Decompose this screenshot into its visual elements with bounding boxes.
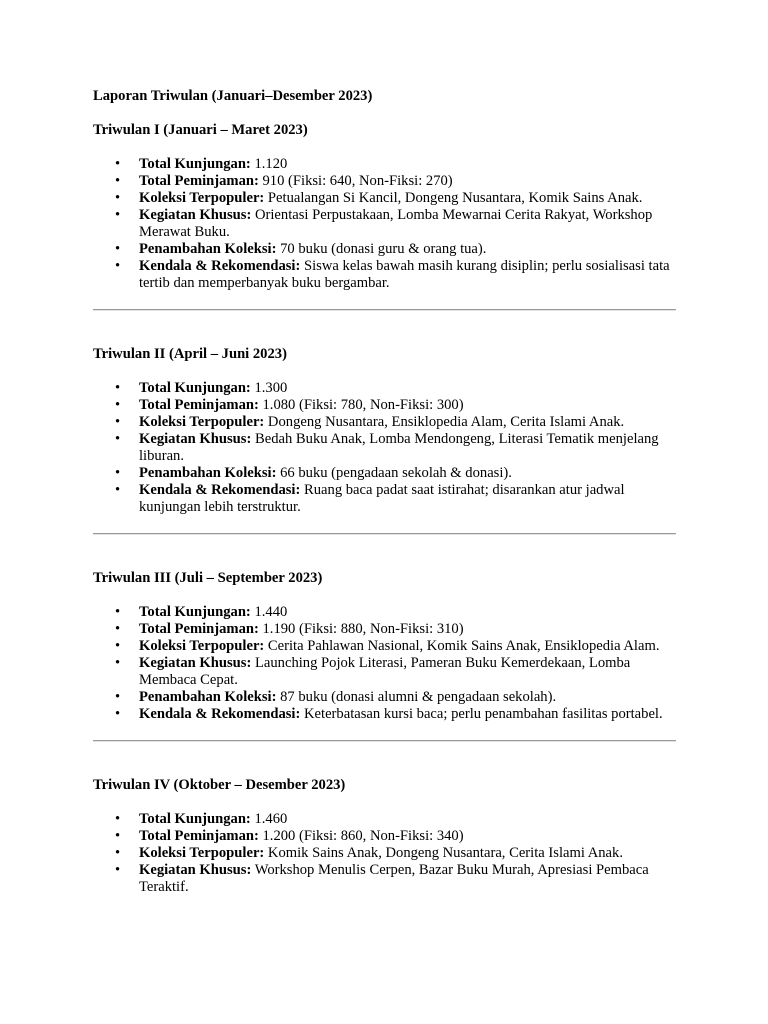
item-label: Total Kunjungan: (139, 380, 251, 396)
item-value: Launching Pojok Literasi, Pameran Buku Kemerdekaan, Lomba Membaca Cepat. (139, 655, 631, 688)
quarter-section-2 (93, 345, 676, 516)
item-value: 66 buku (pengadaan sekolah & donasi). (276, 465, 512, 481)
item-value: Ruang baca padat saat istirahat; disarankan atur jadwal kunjungan lebih terstruktur. (139, 482, 625, 515)
item-value: Keterbatasan kursi baca; perlu penambahan fasilitas portabel. (300, 706, 663, 722)
item-value: Cerita Pahlawan Nasional, Komik Sains Anak, Ensiklopedia Alam. (264, 638, 660, 654)
quarter-heading: Triwulan I (Januari – Maret 2023) (93, 122, 308, 138)
item-value: 70 buku (donasi guru & orang tua). (276, 241, 487, 257)
list-item (139, 190, 676, 207)
list-item (139, 156, 676, 173)
item-value: 1.440 (250, 604, 288, 620)
section-divider (93, 309, 676, 311)
list-item (139, 828, 676, 845)
list-item (139, 173, 676, 190)
item-label: Total Peminjaman: (139, 828, 259, 844)
list-item (139, 207, 676, 241)
item-label: Total Peminjaman: (139, 397, 259, 413)
item-value: 1.120 (250, 156, 288, 172)
item-value: Siswa kelas bawah masih kurang disiplin; perlu sosialisasi tata tertib dan memperbanyak buku bergambar. (139, 258, 670, 291)
item-value: Orientasi Perpustakaan, Lomba Mewarnai Cerita Rakyat, Workshop Merawat Buku. (139, 207, 653, 240)
list-item (139, 380, 676, 397)
item-label: Total Peminjaman: (139, 173, 259, 189)
list-item (139, 706, 676, 723)
item-label: Kegiatan Khusus: (139, 862, 252, 878)
item-value: 87 buku (donasi alumni & pengadaan sekolah). (276, 689, 557, 705)
item-value: 1.200 (Fiksi: 860, Non-Fiksi: 340) (258, 828, 464, 844)
list-item (139, 465, 676, 482)
list-item (139, 621, 676, 638)
item-value: Komik Sains Anak, Dongeng Nusantara, Cerita Islami Anak. (264, 845, 623, 861)
quarter-heading: Triwulan III (Juli – September 2023) (93, 570, 323, 586)
section-divider (93, 740, 676, 742)
item-value: Bedah Buku Anak, Lomba Mendongeng, Literasi Tematik menjelang liburan. (139, 431, 659, 464)
item-label: Total Kunjungan: (139, 604, 251, 620)
list-item (139, 241, 676, 258)
item-label: Koleksi Terpopuler: (139, 638, 265, 654)
item-label: Koleksi Terpopuler: (139, 845, 265, 861)
item-value: 1.460 (250, 811, 288, 827)
section-divider (93, 533, 676, 535)
item-value: Workshop Menulis Cerpen, Bazar Buku Murah, Apresiasi Pembaca Teraktif. (139, 862, 649, 895)
document-title: Laporan Triwulan (Januari–Desember 2023) (93, 88, 373, 104)
item-value: Dongeng Nusantara, Ensiklopedia Alam, Cerita Islami Anak. (264, 414, 625, 430)
quarter-section-4 (93, 776, 676, 896)
quarter-heading: Triwulan IV (Oktober – Desember 2023) (93, 777, 346, 793)
list-item (139, 689, 676, 706)
list-item (139, 414, 676, 431)
item-label: Kegiatan Khusus: (139, 431, 252, 447)
quarter-item-list (93, 811, 676, 896)
quarter-section-3 (93, 569, 676, 723)
list-item (139, 604, 676, 621)
item-value: 1.300 (250, 380, 288, 396)
item-label: Kegiatan Khusus: (139, 655, 252, 671)
item-label: Kendala & Rekomendasi: (139, 482, 301, 498)
item-value: 910 (Fiksi: 640, Non-Fiksi: 270) (258, 173, 453, 189)
list-item (139, 811, 676, 828)
list-item (139, 638, 676, 655)
item-label: Total Peminjaman: (139, 621, 259, 637)
item-label: Koleksi Terpopuler: (139, 190, 265, 206)
item-value: 1.080 (Fiksi: 780, Non-Fiksi: 300) (258, 397, 464, 413)
item-label: Penambahan Koleksi: (139, 689, 277, 705)
item-label: Kendala & Rekomendasi: (139, 258, 301, 274)
quarter-heading: Triwulan II (April – Juni 2023) (93, 346, 287, 362)
item-label: Kegiatan Khusus: (139, 207, 252, 223)
list-item (139, 862, 676, 896)
item-label: Koleksi Terpopuler: (139, 414, 265, 430)
quarter-item-list (93, 156, 676, 292)
quarter-item-list (93, 604, 676, 723)
item-label: Penambahan Koleksi: (139, 465, 277, 481)
item-value: Petualangan Si Kancil, Dongeng Nusantara, Komik Sains Anak. (264, 190, 643, 206)
list-item (139, 431, 676, 465)
item-value: 1.190 (Fiksi: 880, Non-Fiksi: 310) (258, 621, 464, 637)
quarter-item-list (93, 380, 676, 516)
list-item (139, 482, 676, 516)
list-item (139, 655, 676, 689)
item-label: Total Kunjungan: (139, 811, 251, 827)
list-item (139, 258, 676, 292)
list-item (139, 845, 676, 862)
item-label: Kendala & Rekomendasi: (139, 706, 301, 722)
item-label: Total Kunjungan: (139, 156, 251, 172)
item-label: Penambahan Koleksi: (139, 241, 277, 257)
list-item (139, 397, 676, 414)
document-body (93, 87, 676, 896)
quarter-section-1 (93, 121, 676, 292)
